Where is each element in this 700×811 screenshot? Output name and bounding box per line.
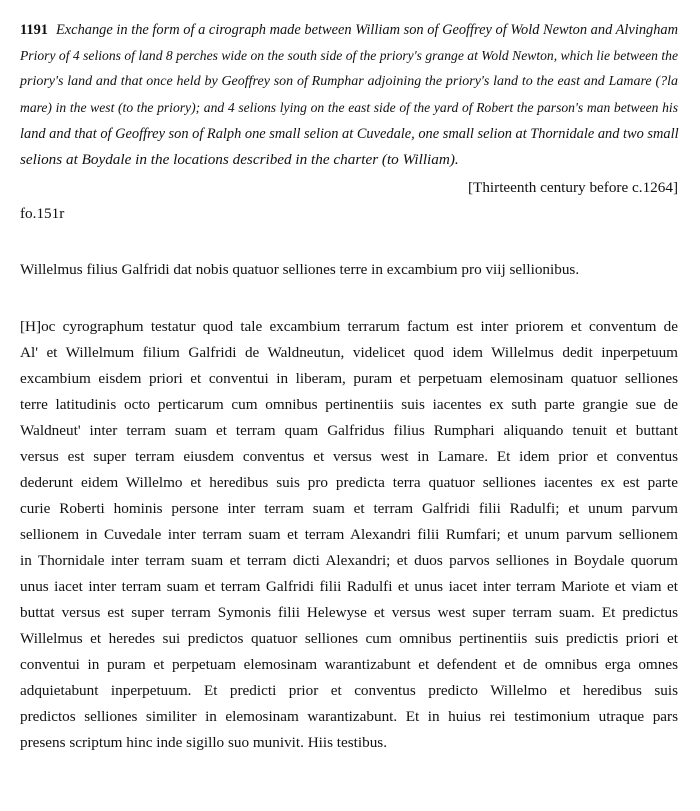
text-line: presens scriptum hinc inde sigillo suo munivit. Hiis testibus. xyxy=(20,734,388,751)
text-line: Willelmus et heredes sui predictos quatuor selliones cum omnibus pertinentiis suis predictis priori et xyxy=(20,630,678,647)
text-line: versus est super terram eiusdem conventus et versus west in Lamare. Et idem prior et conventus xyxy=(20,448,678,465)
text-line: excambium eisdem priori et conventui in liberam, puram et perpetuam elemosinam quatuor selliones xyxy=(20,370,678,387)
summary-line: mare) in the west (to the priory); and 4 selions lying on the east side of the yard of Robert the parson's man between his xyxy=(20,100,678,115)
text-line: [H]oc cyrographum testatur quod tale excambium terrarum factum est inter priorem et conventum de xyxy=(20,318,678,335)
summary-line: selions at Boydale in the locations described in the charter (to William). xyxy=(20,151,459,168)
summary-line: priory's land and that once held by Geoffrey son of Rumphar adjoining the priory's land to the east and Lamare (?la xyxy=(20,74,678,89)
text-line: conventui in puram et perpetuam elemosinam warantizabunt et defendent et de omnibus erga omnes xyxy=(20,656,678,673)
text-line: dederunt eidem Willelmo et heredibus suis pro predicta terra quatuor selliones iacentes ex est parte xyxy=(20,474,678,491)
text-line: terre latitudinis octo perticarum cum omnibus pertinentiis suis iacentes ex suth parte grangie sue de xyxy=(20,396,678,413)
entry-number: 1191 xyxy=(20,22,48,38)
summary-line: Priory of 4 selions of land 8 perches wide on the south side of the priory's grange at Wold Newton, which lie between the xyxy=(20,48,678,63)
text-line: predictos selliones similiter in elemosinam warantizabunt. Et in huius rei testimonium utraque pars xyxy=(20,708,678,725)
rubric: Willelmus filius Galfridi dat nobis quatuor selliones terre in excambium pro viij sellionibus. xyxy=(20,261,580,278)
summary-line: land and that of Geoffrey son of Ralph one small selion at Cuvedale, one small selion at Thornidale and two small xyxy=(20,126,679,142)
summary-line: 1191 Exchange in the form of a cirograph made between William son of Geoffrey of Wold Newton and Alvingham xyxy=(20,22,678,38)
text-line: Waldneut' inter terram suam et terram quam Galfridus filius Rumphari aliquando tenuit et buttant xyxy=(20,422,678,439)
text-line: Al' et Willelmum filium Galfridi de Waldneutun, videlicet quod idem Willelmus dedit inperpetuum xyxy=(20,344,678,361)
text-line: sellionem in Cuvedale inter terram suam et terram Alexandri filii Rumfari; et unum parvum sellionem xyxy=(20,526,678,543)
text-line: unus iacet inter terram suam et terram Galfridi filii Radulfi et unus iacet inter terram Mariote et viam et xyxy=(20,578,678,595)
text-line: curie Roberti hominis persone inter terram suam et terram Galfridi filii Radulfi; et unum parvum xyxy=(20,500,678,517)
text-line: buttat versus est super terram Symonis filii Helewyse et versus west super terram suam. Et predictus xyxy=(20,604,678,621)
text-line: adquietabunt inperpetuum. Et predicti prior et conventus predicto Willelmo et heredibus suis xyxy=(20,682,678,699)
date-note: [Thirteenth century before c.1264] xyxy=(468,179,678,196)
text-line: in Thornidale inter terram suam et terram dicti Alexandri; et duos parvos selliones in Boydale quorum xyxy=(20,552,678,569)
folio-reference: fo.151r xyxy=(20,205,65,222)
